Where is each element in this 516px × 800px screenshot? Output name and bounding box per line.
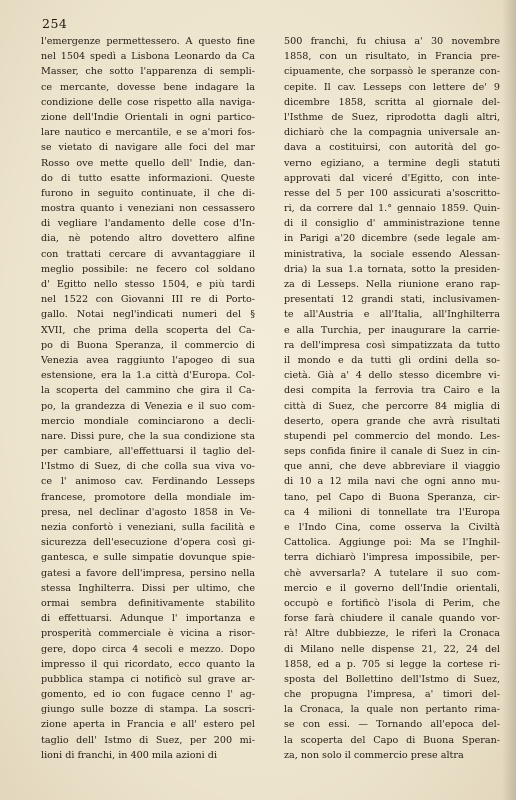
right-column-line: resse del 5 per 100 assicurati a'soscritto- (284, 187, 500, 199)
right-column-line: desi compita la ferrovia tra Cairo e la (284, 385, 500, 397)
left-column-line: giungo sulle bozze di stampa. La soscri- (41, 704, 255, 716)
left-column-line: ormai sembra definitivamente stabilito (41, 597, 255, 609)
right-column-line: Cattolica. Aggiunge poi: Ma se l'Inghil- (284, 537, 500, 549)
left-column-line: con trattati cercare di avvantaggiare il (41, 248, 255, 260)
right-column-line: ra dell'impresa così simpatizzata da tutto (284, 339, 500, 351)
left-column-line: mercio mondiale cominciarono a decli- (41, 415, 255, 427)
left-column-line: zione aperta in Francia e all' estero pel (41, 719, 255, 731)
left-column-line: mostra quanto i veneziani non cessassero (41, 203, 255, 215)
left-column-line: francese, promotore della mondiale im- (41, 491, 255, 503)
left-column-line: d' Egitto nello stesso 1504, e più tardi (41, 279, 255, 290)
left-column-line: Venezia avea raggiunto l'apogeo di sua (41, 354, 255, 366)
left-column-line: stessa Inghilterra. Dissi per ultimo, che (41, 582, 255, 594)
left-column-line: Rosso ove mette quello dell' Indie, dan- (41, 157, 255, 169)
left-column-line: pubblica stampa ci notificò sul grave ar- (41, 673, 255, 685)
right-column-line: in Parigi a'20 dicembre (sede legale am- (284, 233, 500, 245)
right-column-line: l'Isthme de Suez, riprodotta dagli altri, (284, 111, 500, 123)
left-column-line: gomento, ed io con fugace cenno l' ag- (41, 689, 255, 701)
left-column-line: condizione delle cose rispetto alla naviga- (41, 96, 255, 108)
left-column-line: nezia confortò i veneziani, sulla facilità e (41, 522, 255, 533)
left-column-line: ce mercante, dovesse bene indagare la (41, 81, 255, 93)
right-column-line: che propugna l'impresa, a' timori del- (284, 689, 500, 701)
left-column-line: nel 1504 spedì a Lisbona Leonardo da Ca (41, 51, 255, 63)
left-column-line: se vietato di navigare alle foci del mar (41, 142, 255, 154)
right-column-line: approvati dal viceré d'Egitto, con inte- (284, 172, 500, 184)
left-column-line: prosperità commerciale è vicina a risor- (41, 628, 255, 640)
right-column-line: mercio e il governo dell'Indie orientali, (284, 582, 500, 594)
left-column-line: la scoperta del cammino che gira il Ca- (41, 385, 255, 397)
right-column-line: dava a costituirsi, con autorità del go- (284, 142, 500, 154)
left-column-line: estensione, era la 1.a città d'Europa. Col- (41, 370, 255, 382)
left-column-line: taglio dell' Istmo di Suez, per 200 mi- (41, 734, 255, 746)
left-column-line: gere, dopo circa 4 secoli e mezzo. Dopo (41, 643, 255, 655)
left-column-line: gallo. Notai negl'indicati numeri del § (41, 309, 255, 321)
left-column-line: XVII, che prima della scoperta del Ca- (41, 324, 255, 336)
right-column-line: za, non solo il commercio prese altra (284, 749, 464, 761)
left-column-line: per cambiare, all'effettuarsi il taglio del- (41, 446, 255, 458)
right-column-line: chè avversarla? A tutelare il suo com- (284, 567, 500, 579)
left-column-line: ce l' animoso cav. Ferdinando Lesseps (41, 476, 255, 488)
left-column-line: lare nautico e mercantile, e se a'mori fos- (41, 127, 255, 139)
right-column-line: di il consiglio d' amministrazione tenne (284, 218, 500, 230)
right-column-line: città di Suez, che percorre 84 miglia di (284, 400, 500, 412)
right-column-line: e alla Turchia, per inaugurare la carrie- (284, 324, 500, 336)
right-column-line: za di Lesseps. Nella riunione erano rap- (284, 279, 500, 290)
left-column-line: zione dell'Indie Orientali in ogni partico- (41, 111, 255, 123)
left-column-line: l'emergenze permettessero. A questo fine (41, 36, 255, 47)
page-edge-shadow (502, 0, 516, 800)
left-column-line: sicurezza dell'esecuzione d'opera così gi- (41, 537, 255, 549)
right-column-line: di 10 a 12 mila navi che ogni anno mu- (284, 476, 500, 488)
right-column-line: 1858, con un risultato, in Francia pre- (284, 51, 500, 63)
right-column-line: se con essi. — Tornando all'epoca del- (284, 719, 500, 731)
left-column-line: meglio possibile: ne fecero col soldano (41, 263, 255, 275)
right-column-line: seps confida finire il canale di Suez in cin- (284, 446, 500, 458)
right-column-line: stupendi pel commercio del mondo. Les- (284, 430, 500, 442)
right-column-line: di Milano nelle dispense 21, 22, 24 del (284, 643, 500, 655)
right-column-line: la Cronaca, la quale non pertanto rima- (284, 704, 500, 716)
right-column-line: occupò e fortificò l'isola di Perim, che (284, 597, 500, 609)
left-column-line: di vegliare l'andamento delle cose d'In- (41, 218, 255, 230)
right-column-line: dicembre 1858, scritta al giornale del- (284, 96, 500, 108)
right-column-line: deserto, opera grande che avrà risultati (284, 415, 500, 427)
right-column-line: ca 4 milioni di tonnellate tra l'Europa (284, 506, 500, 518)
right-column-line: presentati 12 grandi stati, inclusivamen- (284, 294, 500, 306)
left-column-line: impresso il qui ricordato, ecco quanto la (41, 658, 255, 670)
left-column-line: dia, nè potendo altro dovettero alfine (41, 233, 255, 245)
right-column-line: il mondo e da tutti gli ordini della so- (284, 354, 500, 366)
left-column-line: lioni di franchi, in 400 mila azioni di (41, 749, 218, 761)
right-column-line: cipuamente, che sorpassò le speranze con- (284, 66, 500, 78)
left-column-line: nare. Dissi pure, che la sua condizione sta (41, 430, 255, 442)
right-column-line: verno egiziano, a termine degli statuti (284, 157, 500, 169)
right-column-line: 500 franchi, fu chiusa a' 30 novembre (284, 36, 500, 47)
right-column-line: ministrativa, la sociale essendo Alessan- (284, 248, 500, 260)
page-number: 254 (42, 16, 68, 31)
right-column-line: la scoperta del Capo di Buona Speran- (284, 734, 500, 746)
left-column-line: po, la grandezza di Venezia e il suo com- (41, 400, 255, 412)
right-column-line: dichiarò che la compagnia universale an- (284, 127, 500, 139)
left-column-line: Masser, che sotto l'apparenza di sempli- (41, 66, 255, 78)
right-column-line: e l'Indo Cina, come osserva la Civiltà (284, 522, 500, 533)
right-column-line: terra dichiarò l'impresa impossibile, per- (284, 552, 500, 564)
right-column-line: sposta del Bollettino dell'Istmo di Suez, (284, 673, 500, 685)
left-column-line: gatesi a favore dell'impresa, persino nella (41, 567, 255, 579)
left-column-line: nel 1522 con Giovanni III re di Porto- (41, 294, 255, 306)
left-column-line: furono in seguito continuate, il che di- (41, 187, 255, 199)
right-text-column (284, 34, 500, 763)
right-column-line: rà! Altre dubbiezze, le riferì la Cronaca (284, 628, 500, 640)
right-column-line: 1858, ed a p. 705 si legge la cortese ri- (284, 658, 500, 670)
left-column-line: po di Buona Speranza, il commercio di (41, 339, 255, 351)
left-column-line: do di tutto esatte informazioni. Queste (41, 172, 255, 184)
right-column-line: te all'Austria e all'Italia, all'Inghilterra (284, 309, 500, 321)
right-column-line: cepite. Il cav. Lesseps con lettere de' 9 (284, 81, 500, 93)
right-column-line: ri, da correre dal 1.° gennaio 1859. Quin- (284, 203, 500, 215)
right-column-line: cietà. Già a' 4 dello stesso dicembre vi- (284, 370, 500, 382)
left-column-line: gantesca, e sulle simpatie dovunque spie- (41, 552, 255, 564)
left-column-line: l'Istmo di Suez, di che colla sua viva vo- (41, 461, 255, 473)
right-column-line: tano, pel Capo di Buona Speranza, cir- (284, 491, 500, 503)
left-text-column (41, 34, 255, 763)
right-column-line: que anni, che deve abbreviare il viaggio (284, 461, 500, 473)
left-column-line: presa, nel declinar d'agosto 1858 in Ve- (41, 506, 255, 518)
left-column-line: di effettuarsi. Adunque l' importanza e (41, 613, 255, 625)
right-column-line: dria) la sua 1.a tornata, sotto la presiden- (284, 263, 500, 275)
right-column-line: forse farà chiudere il canale quando vor- (284, 613, 500, 625)
